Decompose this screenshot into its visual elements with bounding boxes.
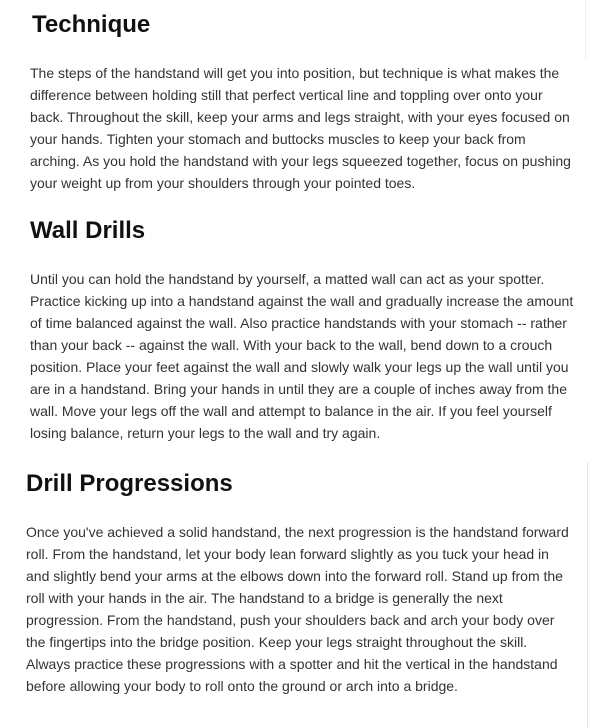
section-heading-drill-progressions: Drill Progressions [26,470,233,497]
section-body-drill-progressions: Once you've achieved a solid handstand, the next progression is the handstand forward roll. From the handstand, let your body lean forward slightly as you tuck your head in and slightly bend your arms at the elbows down into the forward roll. Stand up from the roll with your hands in the air. The handstand to a bridge is generally the next progression. From the handstand, push your shoulders back and arch your body over the fingertips into the bridge position. Keep your legs straight throughout the skill. Always practice these progressions with a spotter and hit the vertical in the handstand before allowing your body to roll onto the ground or arch into a bridge. [26,524,569,694]
page-edge-divider-top [585,0,586,60]
section-heading-wall-drills: Wall Drills [30,217,146,244]
section-body-wall-drills: Until you can hold the handstand by yourself, a matted wall can act as your spotter. Practice kicking up into a handstand against the wall and gradually increase the amount of time balanced against the wall. Also practice handstands with your stomach -- rather than your back -- against the wall. With your back to the wall, bend down to a crouch position. Place your feet against the wall and slowly walk your legs up the wall until you are in a handstand. Bring your hands in until they are a couple of inches away from the wall. Move your legs off the wall and attempt to balance in the air. If you feel yourself losing balance, return your legs to the wall and try again. [30,271,574,441]
section-body-technique: The steps of the handstand will get you into position, but technique is what makes the difference between holding still that perfect vertical line and toppling over onto your back. Throughout the skill, keep your arms and legs straight, with your eyes focused on your hands. Tighten your stomach and buttocks muscles to keep your back from arching. As you hold the handstand with your legs squeezed together, focus on pushing your weight up from your shoulders through your pointed toes. [30,65,571,191]
section-heading-technique: Technique [32,11,151,38]
page-edge-divider [587,462,588,728]
